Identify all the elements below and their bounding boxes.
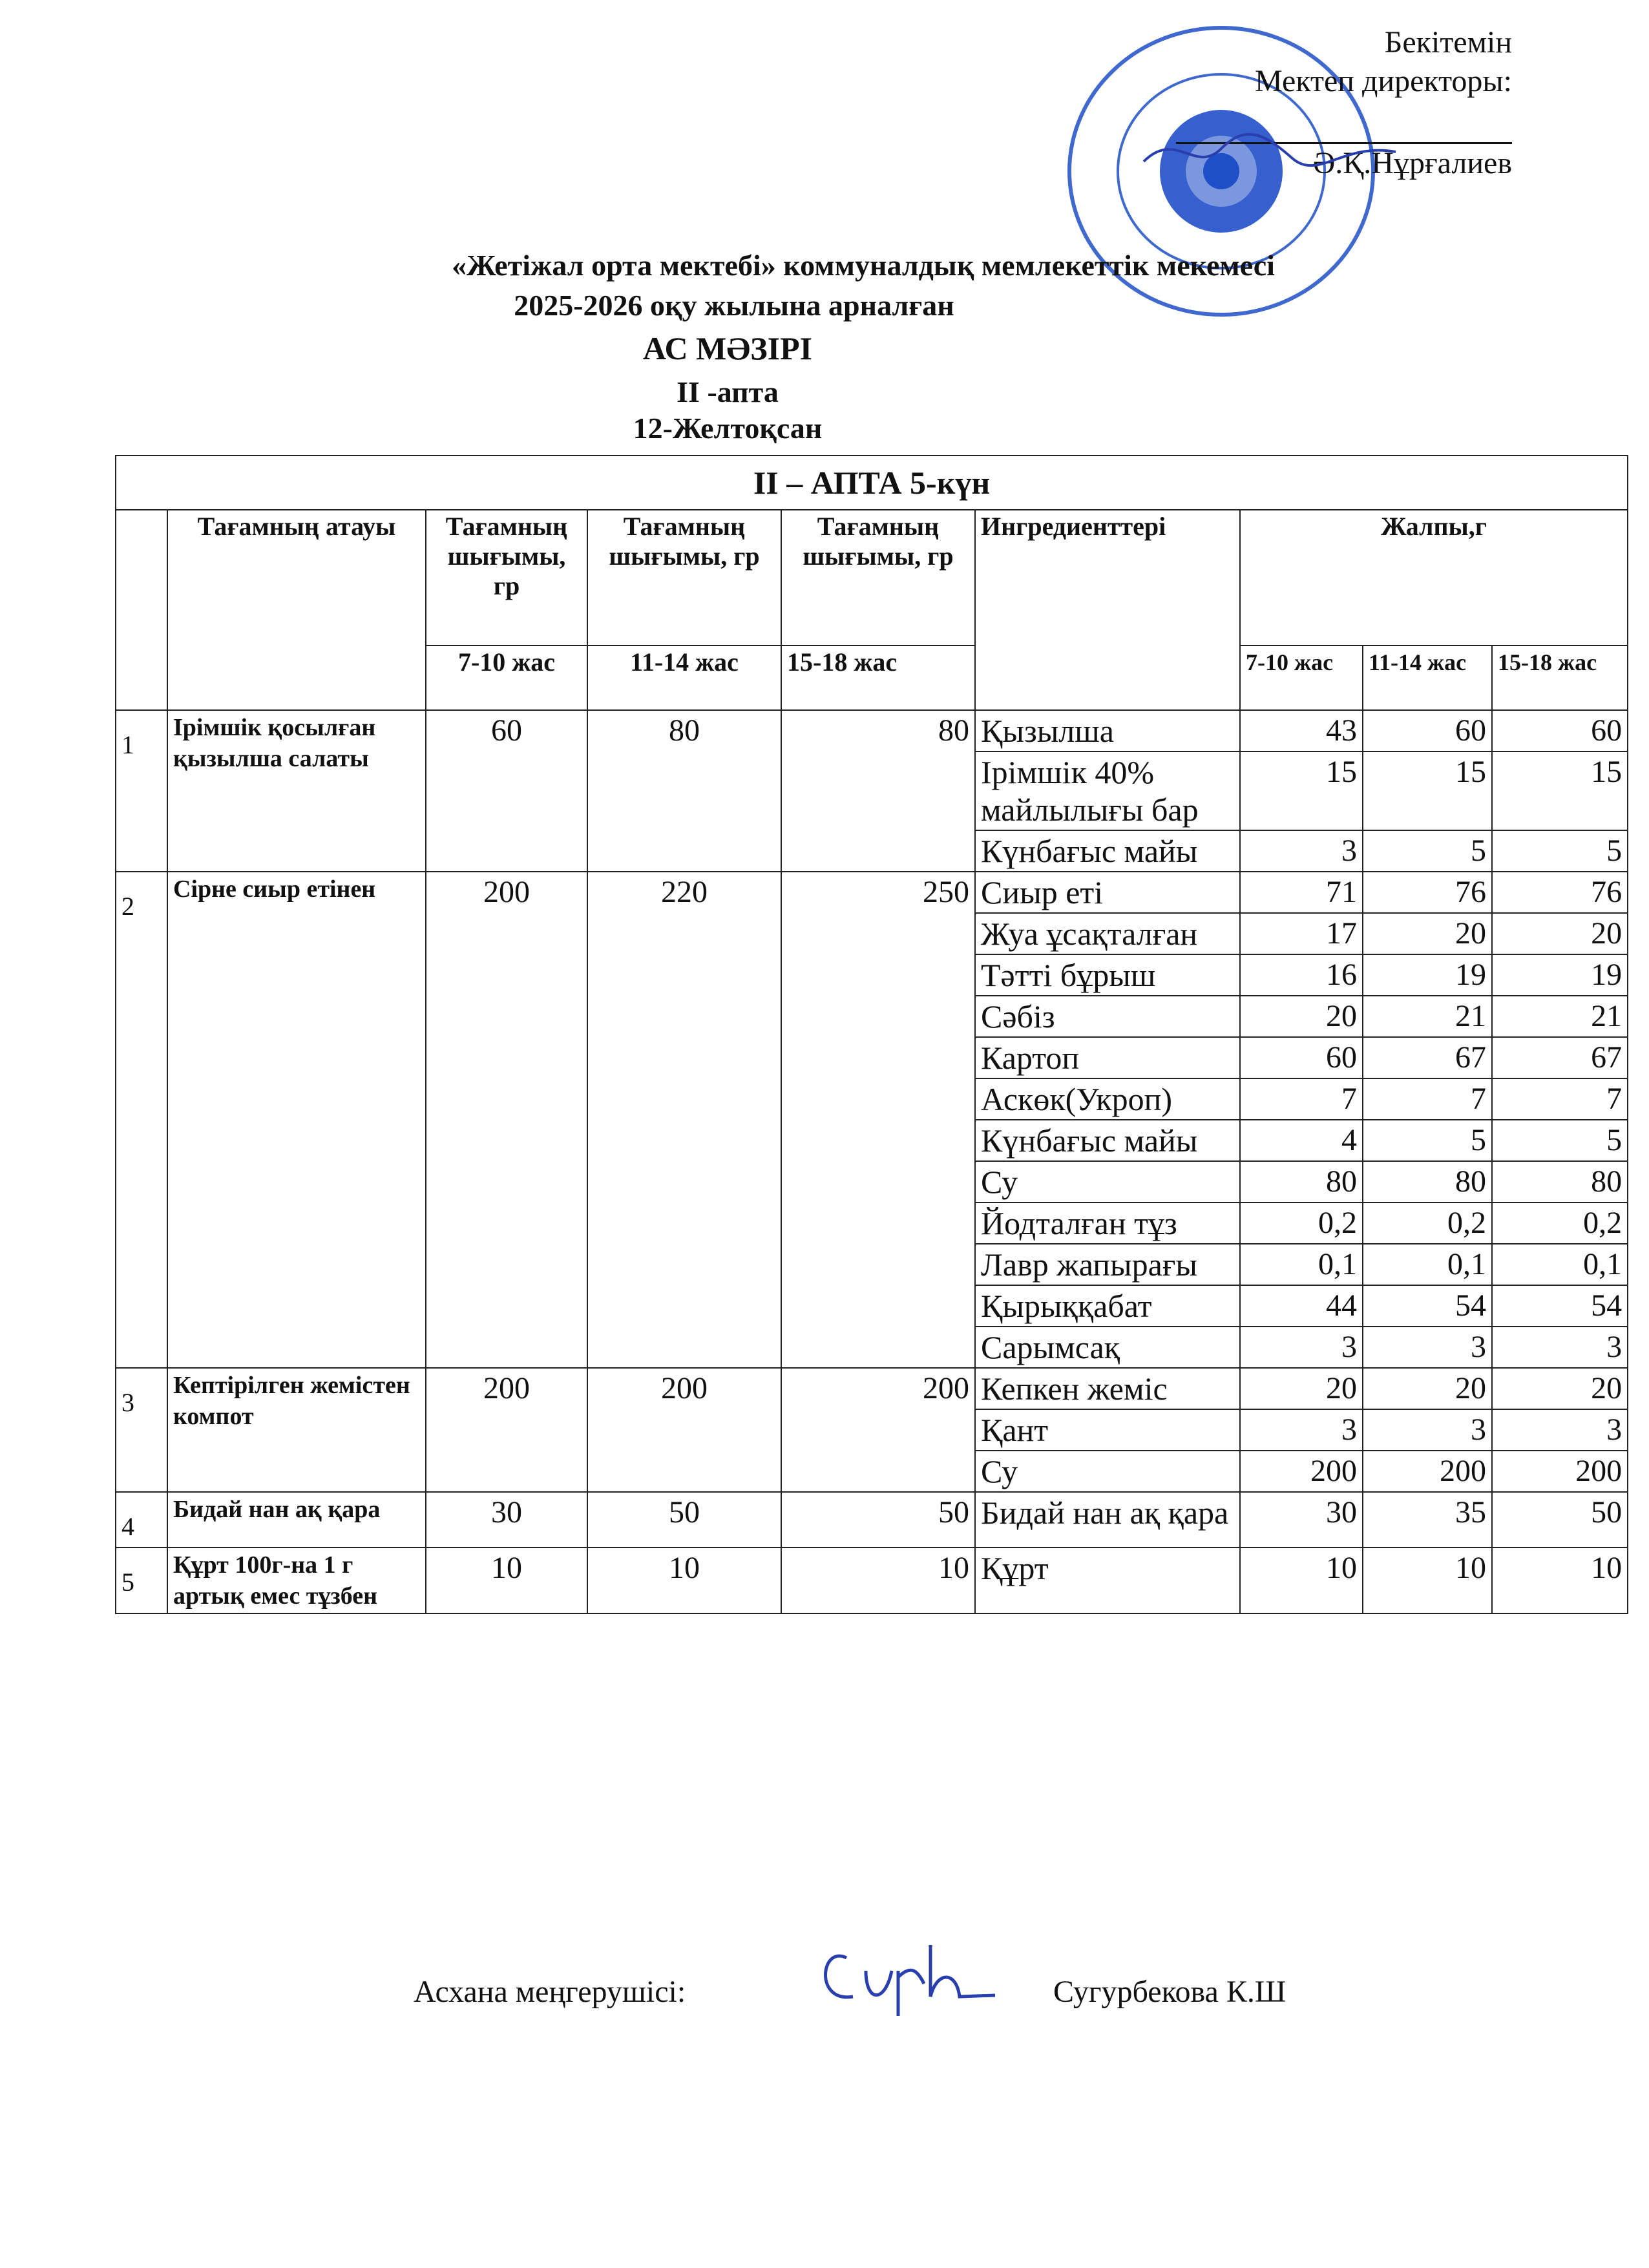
- ingredient-amount: 7: [1363, 1078, 1492, 1120]
- ingredient-amount: 60: [1240, 1037, 1363, 1078]
- ingredient-name: Аскөк(Укроп): [975, 1078, 1240, 1120]
- ingredient-name: Су: [975, 1451, 1240, 1492]
- ingredient-amount: 20: [1492, 1368, 1628, 1409]
- ingredient-amount: 80: [1363, 1161, 1492, 1202]
- ingredient-name: Су: [975, 1161, 1240, 1202]
- ingredient-name: Қызылша: [975, 710, 1240, 751]
- age-header: 7-10 жас: [1240, 646, 1363, 710]
- ingredient-amount: 0,2: [1492, 1202, 1628, 1244]
- footer-role: Асхана меңгерушісі:: [414, 1975, 686, 2009]
- ingredient-amount: 20: [1492, 913, 1628, 954]
- ingredient-amount: 54: [1492, 1285, 1628, 1327]
- ingredient-amount: 0,1: [1492, 1244, 1628, 1285]
- ingredient-name: Йодталған тұз: [975, 1202, 1240, 1244]
- ingredient-amount: 3: [1363, 1409, 1492, 1451]
- table-row: [116, 710, 1628, 751]
- ingredient-name: Картоп: [975, 1037, 1240, 1078]
- approval-title: Бекітемін: [1384, 25, 1512, 59]
- col-ingredients-header: Ингредиенттері: [975, 510, 1240, 710]
- table-row: [116, 872, 1628, 913]
- ingredient-amount: 21: [1492, 996, 1628, 1037]
- ingredient-amount: 200: [1240, 1451, 1363, 1492]
- ingredient-name: Лавр жапырағы: [975, 1244, 1240, 1285]
- ingredient-name: Күнбағыс майы: [975, 830, 1240, 872]
- col-yield-header: Тағамның шығымы, гр: [426, 510, 587, 646]
- ingredient-amount: 71: [1240, 872, 1363, 913]
- ingredient-name: Тәтті бұрыш: [975, 954, 1240, 996]
- ingredient-amount: 15: [1363, 751, 1492, 830]
- footer-name: Сугурбекова К.Ш: [1053, 1975, 1287, 2009]
- table-row: [116, 1368, 1628, 1409]
- table-row: [116, 1492, 1628, 1548]
- ingredient-amount: 0,2: [1240, 1202, 1363, 1244]
- ingredient-amount: 5: [1492, 830, 1628, 872]
- dish-yield: 220: [587, 872, 781, 1368]
- ingredient-amount: 76: [1363, 872, 1492, 913]
- dish-yield: 10: [781, 1548, 975, 1613]
- dish-number: 1: [116, 710, 167, 872]
- col-yield-header: Тағамның шығымы, гр: [781, 510, 975, 646]
- ingredient-amount: 20: [1363, 1368, 1492, 1409]
- week-label: ІІ -апта: [677, 375, 779, 408]
- ingredient-name: Ірімшік 40% майлылығы бар: [975, 751, 1240, 830]
- ingredient-amount: 21: [1363, 996, 1492, 1037]
- ingredient-name: Қырыққабат: [975, 1285, 1240, 1327]
- ingredient-amount: 44: [1240, 1285, 1363, 1327]
- dish-name: Құрт 100г-на 1 г артық емес тұзбен: [167, 1548, 426, 1613]
- dish-name: Кептірілген жемістен компот: [167, 1368, 426, 1492]
- col-yield-header: Тағамның шығымы, гр: [587, 510, 781, 646]
- age-header: 11-14 жас: [587, 646, 781, 710]
- dish-number: 2: [116, 872, 167, 1368]
- col-dish-header: Тағамның атауы: [167, 510, 426, 710]
- ingredient-amount: 67: [1492, 1037, 1628, 1078]
- ingredient-amount: 10: [1492, 1548, 1628, 1613]
- dish-yield: 250: [781, 872, 975, 1368]
- ingredient-amount: 80: [1240, 1161, 1363, 1202]
- ingredient-amount: 76: [1492, 872, 1628, 913]
- ingredient-amount: 10: [1240, 1548, 1363, 1613]
- ingredient-amount: 20: [1240, 996, 1363, 1037]
- dish-number: 5: [116, 1548, 167, 1613]
- dish-yield: 50: [587, 1492, 781, 1548]
- ingredient-amount: 15: [1240, 751, 1363, 830]
- ingredient-amount: 4: [1240, 1120, 1363, 1161]
- ingredient-amount: 0,1: [1240, 1244, 1363, 1285]
- director-name: Ә.Қ.Нұрғалиев: [1312, 146, 1512, 180]
- age-header: 15-18 жас: [781, 646, 975, 710]
- ingredient-name: Сәбіз: [975, 996, 1240, 1037]
- ingredient-amount: 67: [1363, 1037, 1492, 1078]
- dish-yield: 80: [587, 710, 781, 872]
- ingredient-name: Сиыр еті: [975, 872, 1240, 913]
- ingredient-amount: 3: [1492, 1409, 1628, 1451]
- day-title: ІІ – АПТА 5-күн: [116, 456, 1628, 510]
- ingredient-amount: 43: [1240, 710, 1363, 751]
- dish-name: Сірне сиыр етінен: [167, 872, 426, 1368]
- ingredient-amount: 19: [1363, 954, 1492, 996]
- ingredient-amount: 5: [1363, 830, 1492, 872]
- ingredient-amount: 19: [1492, 954, 1628, 996]
- age-header: 15-18 жас: [1492, 646, 1628, 710]
- ingredient-amount: 7: [1240, 1078, 1363, 1120]
- dish-yield: 80: [781, 710, 975, 872]
- dish-number: 3: [116, 1368, 167, 1492]
- ingredient-amount: 3: [1240, 830, 1363, 872]
- ingredient-amount: 35: [1363, 1492, 1492, 1548]
- ingredient-amount: 17: [1240, 913, 1363, 954]
- dish-number: 4: [116, 1492, 167, 1548]
- dish-yield: 30: [426, 1492, 587, 1548]
- dish-yield: 200: [426, 872, 587, 1368]
- ingredient-amount: 10: [1363, 1548, 1492, 1613]
- ingredient-amount: 20: [1240, 1368, 1363, 1409]
- ingredient-name: Сарымсақ: [975, 1327, 1240, 1368]
- ingredient-amount: 80: [1492, 1161, 1628, 1202]
- ingredient-amount: 3: [1240, 1409, 1363, 1451]
- ingredient-name: Құрт: [975, 1548, 1240, 1613]
- dish-name: Ірімшік қосылған қызылша салаты: [167, 710, 426, 872]
- academic-year: 2025-2026 оқу жылына арналған: [514, 289, 954, 322]
- dish-yield: 200: [781, 1368, 975, 1492]
- ingredient-amount: 20: [1363, 913, 1492, 954]
- col-total-header: Жалпы,г: [1240, 510, 1628, 646]
- ingredient-amount: 50: [1492, 1492, 1628, 1548]
- ingredient-amount: 54: [1363, 1285, 1492, 1327]
- ingredient-name: Күнбағыс майы: [975, 1120, 1240, 1161]
- approval-role: Мектеп директоры:: [1254, 64, 1512, 98]
- cook-signature: [808, 1932, 1002, 2016]
- ingredient-amount: 5: [1492, 1120, 1628, 1161]
- ingredient-amount: 60: [1492, 710, 1628, 751]
- ingredient-amount: 15: [1492, 751, 1628, 830]
- director-signature: [1137, 123, 1409, 181]
- dish-yield: 10: [587, 1548, 781, 1613]
- dish-yield: 10: [426, 1548, 587, 1613]
- age-header: 7-10 жас: [426, 646, 587, 710]
- ingredient-name: Жуа ұсақталған: [975, 913, 1240, 954]
- ingredient-amount: 5: [1363, 1120, 1492, 1161]
- ingredient-name: Бидай нан ақ қара: [975, 1492, 1240, 1548]
- org-name: «Жетіжал орта мектебі» коммуналдық мемлекеттік мекемесі: [452, 249, 1275, 282]
- dish-yield: 60: [426, 710, 587, 872]
- ingredient-amount: 0,1: [1363, 1244, 1492, 1285]
- ingredient-amount: 7: [1492, 1078, 1628, 1120]
- age-header: 11-14 жас: [1363, 646, 1492, 710]
- ingredient-amount: 16: [1240, 954, 1363, 996]
- dish-yield: 200: [587, 1368, 781, 1492]
- ingredient-name: Кепкен жеміс: [975, 1368, 1240, 1409]
- dish-yield: 200: [426, 1368, 587, 1492]
- menu-body: [116, 710, 1628, 1613]
- ingredient-amount: 60: [1363, 710, 1492, 751]
- ingredient-amount: 30: [1240, 1492, 1363, 1548]
- ingredient-amount: 0,2: [1363, 1202, 1492, 1244]
- dish-yield: 50: [781, 1492, 975, 1548]
- ingredient-amount: 200: [1492, 1451, 1628, 1492]
- ingredient-name: Қант: [975, 1409, 1240, 1451]
- ingredient-amount: 200: [1363, 1451, 1492, 1492]
- ingredient-amount: 3: [1363, 1327, 1492, 1368]
- menu-date: 12-Желтоқсан: [633, 412, 823, 445]
- menu-table: [115, 455, 1628, 1614]
- dish-name: Бидай нан ақ қара: [167, 1492, 426, 1548]
- ingredient-amount: 3: [1492, 1327, 1628, 1368]
- table-row: [116, 1548, 1628, 1613]
- ingredient-amount: 3: [1240, 1327, 1363, 1368]
- menu-title: АС МӘЗІРІ: [642, 330, 813, 366]
